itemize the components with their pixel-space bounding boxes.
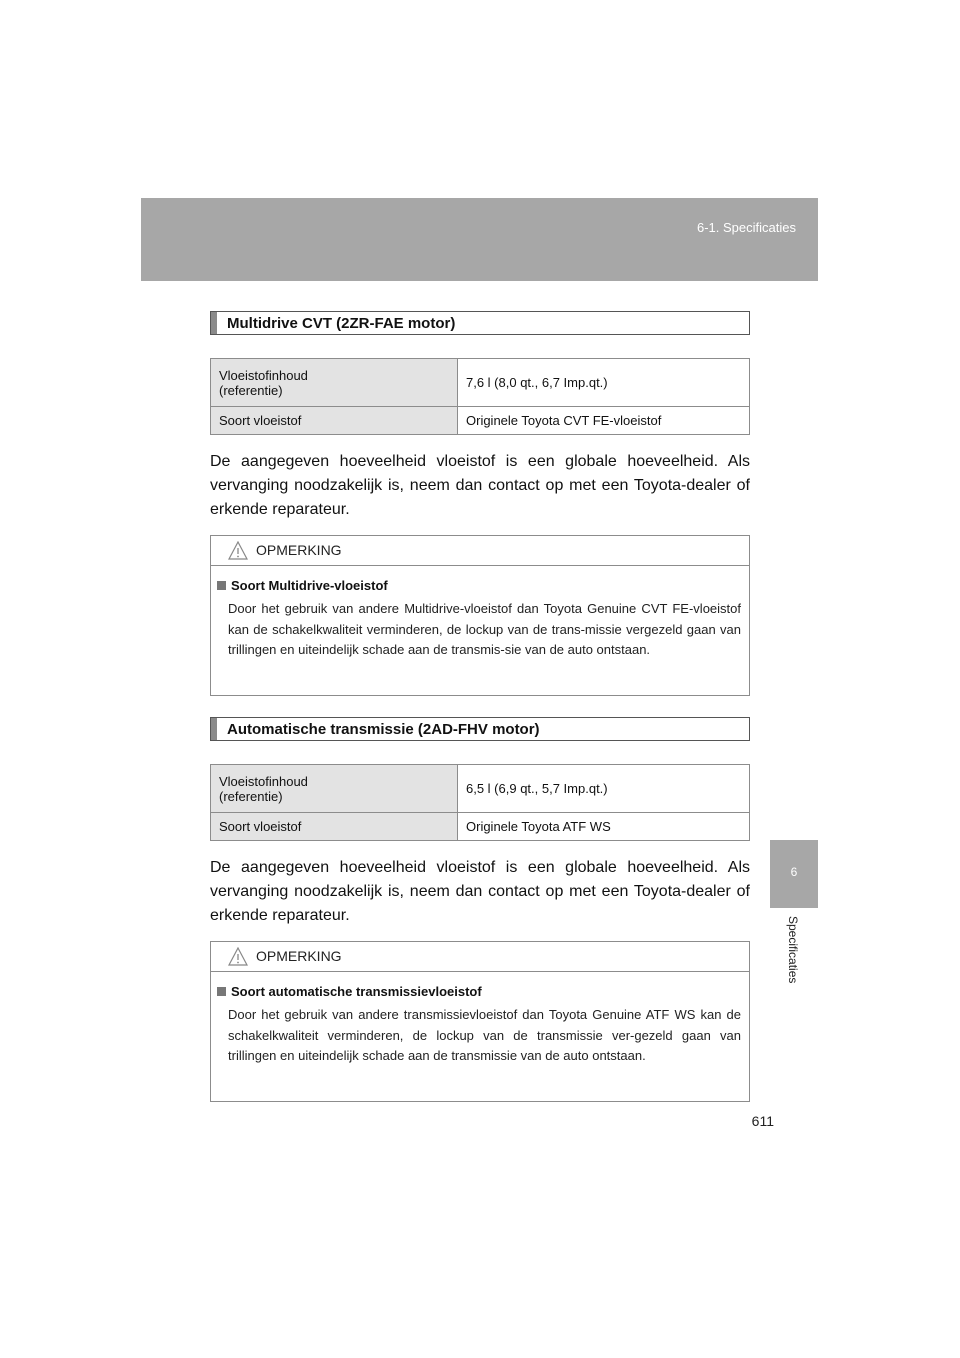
- note-box: [210, 535, 750, 696]
- chapter-label: Specificaties: [786, 916, 800, 984]
- key-line: Vloeistofinhoud: [219, 773, 308, 789]
- chapter-tab: [770, 840, 818, 908]
- table-row: [211, 407, 750, 435]
- table-row: [211, 813, 750, 841]
- table-value-cell: 7,6 l (8,0 qt., 6,7 Imp.qt.): [458, 359, 750, 407]
- table-key-cell: Soort vloeistof: [211, 813, 458, 841]
- warning-triangle-icon: [228, 541, 248, 560]
- heading-bar: [211, 718, 217, 740]
- note-text: Door het gebruik van andere transmissievloeistof dan Toyota Genuine ATF WS kan de schakelkwaliteit verminderen, de lockup van de transmissie ver-gezeld gaan van trillingen en uiteindelijk schade aan de transmissie van de auto ontstaan.: [228, 1007, 741, 1063]
- section-heading-text: Automatische transmissie (2AD-FHV motor): [227, 721, 540, 738]
- table-key-cell: [211, 359, 458, 407]
- note-header: [211, 942, 749, 972]
- table-key-cell: Soort vloeistof: [211, 407, 458, 435]
- note-subtitle: [217, 578, 741, 593]
- table-row: [211, 359, 750, 407]
- note-box: [210, 941, 750, 1102]
- body-paragraph: De aangegeven hoeveelheid vloeistof is een globale hoeveelheid. Als vervanging noodzakelijk is, neem dan contact op met een Toyota-dealer of erkende reparateur.: [210, 453, 750, 518]
- table-value-cell: 6,5 l (6,9 qt., 5,7 Imp.qt.): [458, 765, 750, 813]
- note-body: [211, 566, 749, 661]
- square-bullet-icon: [217, 581, 226, 590]
- page-header-band: [141, 198, 818, 281]
- note-subtitle: [217, 984, 741, 999]
- key-line: (referentie): [219, 788, 283, 804]
- chapter-label-container: [783, 916, 803, 1006]
- section-title: 6-1. Specificaties: [697, 220, 796, 235]
- note-text: Door het gebruik van andere Multidrive-vloeistof dan Toyota Genuine CVT FE-vloeistof kan de schakelkwaliteit verminderen, de lockup van de trans-missie vergezeld gaan van trillingen en uiteindelijk schade aan de transmis-sie van de auto ontstaan.: [228, 601, 741, 657]
- section-heading-automatic: [210, 717, 750, 741]
- spec-table-automatic: [210, 764, 750, 841]
- note-body: [211, 972, 749, 1067]
- warning-triangle-icon: [228, 947, 248, 966]
- chapter-number: 6: [790, 865, 798, 879]
- body-paragraph: De aangegeven hoeveelheid vloeistof is een globale hoeveelheid. Als vervanging noodzakelijk is, neem dan contact op met een Toyota-dealer of erkende reparateur.: [210, 859, 750, 924]
- note-subtitle-text: Soort automatische transmissievloeistof: [231, 984, 482, 999]
- section-heading-cvt: [210, 311, 750, 335]
- note-subtitle-text: Soort Multidrive-vloeistof: [231, 578, 388, 593]
- note-header: [211, 536, 749, 566]
- heading-bar: [211, 312, 217, 334]
- section-heading-text: Multidrive CVT (2ZR-FAE motor): [227, 315, 456, 332]
- note-title: OPMERKING: [256, 948, 342, 964]
- square-bullet-icon: [217, 987, 226, 996]
- table-key-cell: [211, 765, 458, 813]
- note-title: OPMERKING: [256, 542, 342, 558]
- page-number: 611: [751, 1113, 774, 1129]
- spec-table-cvt: [210, 358, 750, 435]
- table-value-cell: Originele Toyota CVT FE-vloeistof: [458, 407, 750, 435]
- key-line: Vloeistofinhoud: [219, 367, 308, 383]
- table-row: [211, 765, 750, 813]
- table-value-cell: Originele Toyota ATF WS: [458, 813, 750, 841]
- key-line: (referentie): [219, 382, 283, 398]
